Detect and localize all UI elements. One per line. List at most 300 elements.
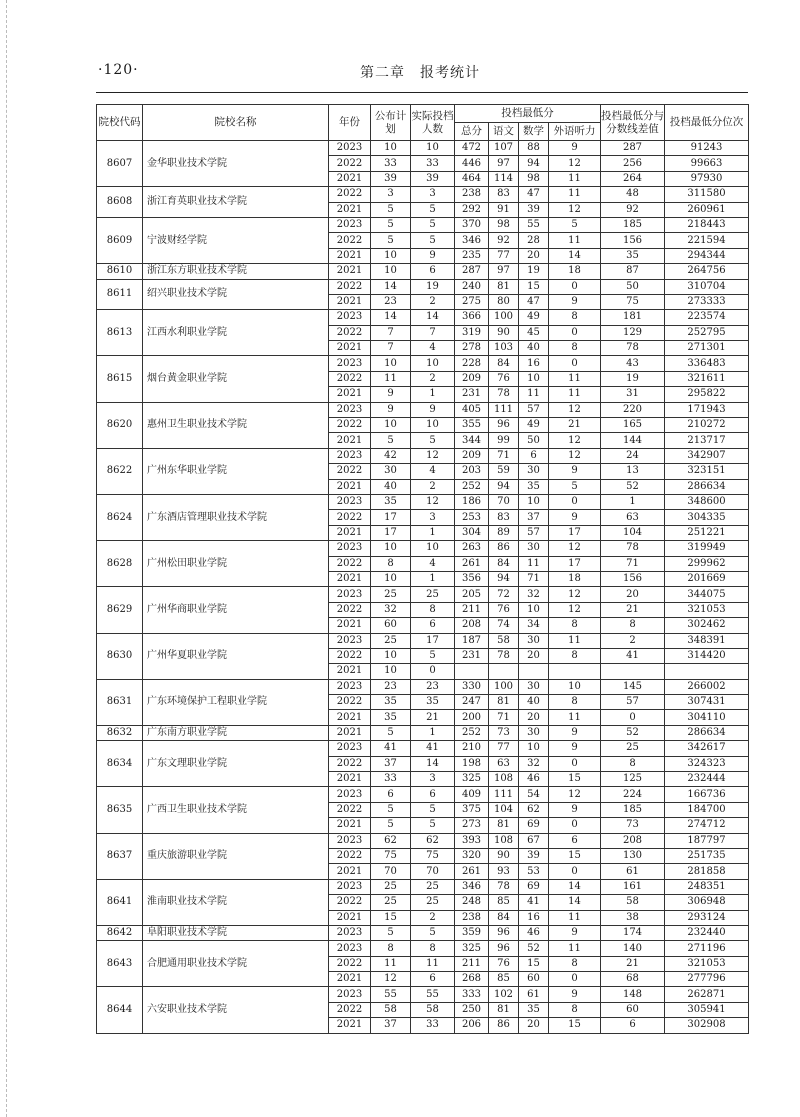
chinese-cell: 104	[489, 802, 519, 817]
math-cell: 40	[519, 341, 549, 356]
rank-cell: 348391	[665, 633, 749, 648]
diff-cell: 8	[601, 756, 665, 771]
admitted-cell: 2	[411, 294, 455, 309]
plan-cell: 17	[371, 525, 411, 540]
plan-cell: 42	[371, 448, 411, 463]
plan-cell: 5	[371, 802, 411, 817]
rank-cell: 232440	[665, 925, 749, 940]
admitted-cell: 1	[411, 387, 455, 402]
rank-cell: 342617	[665, 741, 749, 756]
plan-cell: 58	[371, 1002, 411, 1017]
math-cell: 46	[519, 925, 549, 940]
rank-cell: 294344	[665, 248, 749, 263]
math-cell: 47	[519, 294, 549, 309]
rank-cell: 221594	[665, 233, 749, 248]
chinese-cell: 90	[489, 848, 519, 863]
year-cell: 2022	[329, 602, 371, 617]
plan-cell: 10	[371, 248, 411, 263]
chinese-cell: 85	[489, 895, 519, 910]
chinese-cell: 80	[489, 294, 519, 309]
year-cell: 2023	[329, 310, 371, 325]
math-cell: 11	[519, 387, 549, 402]
rank-cell: 305941	[665, 1002, 749, 1017]
chinese-cell: 81	[489, 695, 519, 710]
diff-cell: 35	[601, 248, 665, 263]
plan-cell: 37	[371, 756, 411, 771]
plan-cell: 5	[371, 818, 411, 833]
rank-cell: 260961	[665, 202, 749, 217]
listening-cell: 12	[549, 787, 601, 802]
year-cell: 2023	[329, 941, 371, 956]
school-name: 阜阳职业技术学院	[143, 925, 329, 940]
plan-cell: 40	[371, 479, 411, 494]
rank-cell: 187797	[665, 833, 749, 848]
plan-cell: 23	[371, 294, 411, 309]
chinese-cell: 77	[489, 248, 519, 263]
year-cell: 2022	[329, 325, 371, 340]
diff-cell: 52	[601, 479, 665, 494]
chinese-cell: 83	[489, 187, 519, 202]
diff-cell: 0	[601, 710, 665, 725]
math-cell: 16	[519, 910, 549, 925]
total-cell: 252	[455, 479, 489, 494]
listening-cell: 12	[549, 433, 601, 448]
total-cell: 278	[455, 341, 489, 356]
listening-cell: 9	[549, 741, 601, 756]
listening-cell: 10	[549, 679, 601, 694]
year-cell: 2022	[329, 956, 371, 971]
plan-cell: 5	[371, 233, 411, 248]
admitted-cell: 19	[411, 279, 455, 294]
listening-cell: 12	[549, 587, 601, 602]
admitted-cell: 5	[411, 233, 455, 248]
math-cell: 10	[519, 741, 549, 756]
math-cell: 11	[519, 556, 549, 571]
rank-cell: 201669	[665, 571, 749, 586]
plan-cell: 5	[371, 217, 411, 232]
listening-cell: 11	[549, 233, 601, 248]
total-cell: 370	[455, 217, 489, 232]
rank-cell: 213717	[665, 433, 749, 448]
chinese-cell: 96	[489, 941, 519, 956]
table-row	[97, 941, 749, 956]
school-name: 烟台黄金职业学院	[143, 356, 329, 402]
rank-cell: 299962	[665, 556, 749, 571]
chinese-cell	[489, 664, 519, 679]
plan-cell: 5	[371, 725, 411, 740]
year-cell: 2023	[329, 141, 371, 156]
math-cell: 16	[519, 356, 549, 371]
math-cell: 28	[519, 233, 549, 248]
listening-cell: 9	[549, 925, 601, 940]
total-cell: 405	[455, 402, 489, 417]
total-cell: 273	[455, 818, 489, 833]
math-cell: 15	[519, 956, 549, 971]
diff-cell: 264	[601, 171, 665, 186]
total-cell: 464	[455, 171, 489, 186]
diff-cell: 58	[601, 895, 665, 910]
table-row	[97, 633, 749, 648]
diff-cell: 148	[601, 987, 665, 1002]
admitted-cell: 10	[411, 356, 455, 371]
header-rank: 投档最低分位次	[665, 105, 749, 141]
rank-cell: 307431	[665, 695, 749, 710]
diff-cell: 220	[601, 402, 665, 417]
diff-cell: 8	[601, 618, 665, 633]
year-cell: 2022	[329, 510, 371, 525]
plan-cell: 60	[371, 618, 411, 633]
rank-cell: 302908	[665, 1018, 749, 1033]
year-cell: 2023	[329, 987, 371, 1002]
year-cell: 2022	[329, 187, 371, 202]
math-cell: 49	[519, 418, 549, 433]
school-code: 8610	[97, 264, 143, 279]
admitted-cell: 6	[411, 264, 455, 279]
year-cell: 2023	[329, 633, 371, 648]
chinese-cell: 77	[489, 741, 519, 756]
admitted-cell: 3	[411, 772, 455, 787]
table-row	[97, 448, 749, 463]
plan-cell: 10	[371, 541, 411, 556]
year-cell: 2021	[329, 525, 371, 540]
math-cell: 52	[519, 941, 549, 956]
year-cell: 2023	[329, 833, 371, 848]
math-cell: 32	[519, 756, 549, 771]
chinese-cell: 58	[489, 633, 519, 648]
diff-cell: 31	[601, 387, 665, 402]
year-cell: 2021	[329, 972, 371, 987]
total-cell: 235	[455, 248, 489, 263]
plan-cell: 25	[371, 895, 411, 910]
school-name: 广州东华职业学院	[143, 448, 329, 494]
table-row	[97, 741, 749, 756]
math-cell: 10	[519, 602, 549, 617]
total-cell: 209	[455, 371, 489, 386]
year-cell: 2023	[329, 741, 371, 756]
school-code: 8613	[97, 310, 143, 356]
header-listening: 外语听力	[549, 123, 601, 141]
diff-cell: 129	[601, 325, 665, 340]
listening-cell: 8	[549, 310, 601, 325]
rank-cell: 348600	[665, 494, 749, 509]
listening-cell: 8	[549, 618, 601, 633]
listening-cell: 12	[549, 156, 601, 171]
rank-cell: 271196	[665, 941, 749, 956]
diff-cell: 13	[601, 464, 665, 479]
diff-cell: 185	[601, 802, 665, 817]
school-code: 8622	[97, 448, 143, 494]
math-cell: 37	[519, 510, 549, 525]
total-cell: 209	[455, 448, 489, 463]
table-row	[97, 787, 749, 802]
plan-cell: 14	[371, 310, 411, 325]
listening-cell: 12	[549, 448, 601, 463]
year-cell: 2022	[329, 848, 371, 863]
plan-cell: 10	[371, 264, 411, 279]
math-cell: 35	[519, 479, 549, 494]
total-cell: 275	[455, 294, 489, 309]
math-cell: 10	[519, 371, 549, 386]
chinese-cell: 98	[489, 217, 519, 232]
chinese-cell: 90	[489, 325, 519, 340]
year-cell: 2023	[329, 402, 371, 417]
year-cell: 2022	[329, 279, 371, 294]
diff-cell: 161	[601, 879, 665, 894]
year-cell: 2022	[329, 556, 371, 571]
year-cell: 2023	[329, 541, 371, 556]
year-cell: 2022	[329, 648, 371, 663]
total-cell: 208	[455, 618, 489, 633]
total-cell: 375	[455, 802, 489, 817]
math-cell: 60	[519, 972, 549, 987]
rank-cell: 171943	[665, 402, 749, 417]
chinese-cell: 114	[489, 171, 519, 186]
listening-cell: 17	[549, 556, 601, 571]
listening-cell: 11	[549, 710, 601, 725]
chinese-cell: 96	[489, 418, 519, 433]
admitted-cell: 6	[411, 618, 455, 633]
year-cell: 2023	[329, 494, 371, 509]
admitted-cell: 5	[411, 802, 455, 817]
school-name: 六安职业技术学院	[143, 987, 329, 1033]
listening-cell: 12	[549, 202, 601, 217]
plan-cell: 62	[371, 833, 411, 848]
year-cell: 2022	[329, 802, 371, 817]
total-cell: 320	[455, 848, 489, 863]
math-cell: 20	[519, 648, 549, 663]
school-name: 绍兴职业技术学院	[143, 279, 329, 310]
rank-cell: 277796	[665, 972, 749, 987]
year-cell: 2021	[329, 710, 371, 725]
chinese-cell: 94	[489, 571, 519, 586]
diff-cell: 21	[601, 602, 665, 617]
admitted-cell: 55	[411, 987, 455, 1002]
chinese-cell: 97	[489, 264, 519, 279]
plan-cell: 10	[371, 648, 411, 663]
rank-cell: 304335	[665, 510, 749, 525]
total-cell	[455, 664, 489, 679]
table-row	[97, 541, 749, 556]
rank-cell: 274712	[665, 818, 749, 833]
diff-cell: 208	[601, 833, 665, 848]
table-row	[97, 679, 749, 694]
listening-cell: 5	[549, 479, 601, 494]
chinese-cell: 107	[489, 141, 519, 156]
math-cell: 20	[519, 1018, 549, 1033]
admitted-cell: 1	[411, 725, 455, 740]
year-cell: 2022	[329, 464, 371, 479]
plan-cell: 10	[371, 418, 411, 433]
diff-cell: 156	[601, 571, 665, 586]
math-cell: 30	[519, 464, 549, 479]
table-row	[97, 217, 749, 232]
math-cell: 47	[519, 187, 549, 202]
listening-cell: 12	[549, 402, 601, 417]
total-cell: 231	[455, 648, 489, 663]
total-cell: 231	[455, 387, 489, 402]
rank-cell: 251735	[665, 848, 749, 863]
listening-cell: 0	[549, 356, 601, 371]
rank-cell: 311580	[665, 187, 749, 202]
total-cell: 206	[455, 1018, 489, 1033]
school-code: 8624	[97, 494, 143, 540]
math-cell: 30	[519, 725, 549, 740]
plan-cell: 30	[371, 464, 411, 479]
school-code: 8632	[97, 725, 143, 740]
year-cell: 2021	[329, 1018, 371, 1033]
chinese-cell: 81	[489, 1002, 519, 1017]
listening-cell: 11	[549, 387, 601, 402]
chinese-cell: 111	[489, 402, 519, 417]
admitted-cell: 0	[411, 664, 455, 679]
rank-cell: 251221	[665, 525, 749, 540]
admitted-cell: 5	[411, 433, 455, 448]
header-math: 数学	[519, 123, 549, 141]
year-cell: 2023	[329, 587, 371, 602]
table-row	[97, 925, 749, 940]
header-rule	[96, 92, 748, 93]
year-cell: 2023	[329, 879, 371, 894]
admitted-cell: 4	[411, 556, 455, 571]
chinese-cell: 96	[489, 925, 519, 940]
listening-cell: 15	[549, 772, 601, 787]
diff-cell: 24	[601, 448, 665, 463]
total-cell: 203	[455, 464, 489, 479]
plan-cell: 35	[371, 710, 411, 725]
rank-cell	[665, 664, 749, 679]
rank-cell: 314420	[665, 648, 749, 663]
math-cell: 67	[519, 833, 549, 848]
table-row	[97, 402, 749, 417]
diff-cell: 73	[601, 818, 665, 833]
admitted-cell: 10	[411, 541, 455, 556]
math-cell: 57	[519, 525, 549, 540]
diff-cell: 185	[601, 217, 665, 232]
school-code: 8607	[97, 141, 143, 187]
plan-cell: 11	[371, 956, 411, 971]
listening-cell: 11	[549, 633, 601, 648]
admitted-cell: 41	[411, 741, 455, 756]
table-row	[97, 187, 749, 202]
header-diff: 投档最低分与分数线差值	[601, 105, 665, 141]
plan-cell: 3	[371, 187, 411, 202]
chinese-cell: 97	[489, 156, 519, 171]
admitted-cell: 4	[411, 341, 455, 356]
admitted-cell: 70	[411, 864, 455, 879]
plan-cell: 75	[371, 848, 411, 863]
listening-cell: 8	[549, 956, 601, 971]
plan-cell: 7	[371, 325, 411, 340]
listening-cell: 14	[549, 248, 601, 263]
diff-cell: 75	[601, 294, 665, 309]
listening-cell: 9	[549, 802, 601, 817]
listening-cell: 0	[549, 864, 601, 879]
total-cell: 198	[455, 756, 489, 771]
total-cell: 333	[455, 987, 489, 1002]
total-cell: 238	[455, 910, 489, 925]
rank-cell: 336483	[665, 356, 749, 371]
plan-cell: 23	[371, 679, 411, 694]
total-cell: 261	[455, 864, 489, 879]
total-cell: 287	[455, 264, 489, 279]
admitted-cell: 62	[411, 833, 455, 848]
rank-cell: 252795	[665, 325, 749, 340]
listening-cell: 0	[549, 279, 601, 294]
rank-cell: 324323	[665, 756, 749, 771]
math-cell: 55	[519, 217, 549, 232]
diff-cell: 38	[601, 910, 665, 925]
listening-cell: 9	[549, 510, 601, 525]
diff-cell: 145	[601, 679, 665, 694]
year-cell: 2022	[329, 371, 371, 386]
math-cell: 88	[519, 141, 549, 156]
listening-cell: 11	[549, 171, 601, 186]
total-cell: 211	[455, 956, 489, 971]
year-cell: 2021	[329, 387, 371, 402]
table-body	[97, 141, 749, 1034]
math-cell: 6	[519, 448, 549, 463]
rank-cell: 223574	[665, 310, 749, 325]
year-cell: 2021	[329, 248, 371, 263]
diff-cell: 1	[601, 494, 665, 509]
plan-cell: 35	[371, 494, 411, 509]
chinese-cell: 78	[489, 387, 519, 402]
year-cell: 2022	[329, 756, 371, 771]
rank-cell: 342907	[665, 448, 749, 463]
total-cell: 446	[455, 156, 489, 171]
chinese-cell: 91	[489, 202, 519, 217]
school-name: 江西水利职业学院	[143, 310, 329, 356]
school-code: 8637	[97, 833, 143, 879]
rank-cell: 281858	[665, 864, 749, 879]
plan-cell: 35	[371, 695, 411, 710]
chinese-cell: 74	[489, 618, 519, 633]
listening-cell	[549, 664, 601, 679]
plan-cell: 10	[371, 664, 411, 679]
year-cell: 2023	[329, 925, 371, 940]
admitted-cell: 5	[411, 818, 455, 833]
year-cell: 2021	[329, 479, 371, 494]
year-cell: 2023	[329, 787, 371, 802]
admitted-cell: 39	[411, 171, 455, 186]
math-cell: 54	[519, 787, 549, 802]
admitted-cell: 25	[411, 587, 455, 602]
listening-cell: 0	[549, 756, 601, 771]
year-cell: 2022	[329, 695, 371, 710]
plan-cell: 32	[371, 602, 411, 617]
listening-cell: 15	[549, 848, 601, 863]
year-cell: 2021	[329, 772, 371, 787]
listening-cell: 17	[549, 525, 601, 540]
chinese-cell: 89	[489, 525, 519, 540]
table-row	[97, 833, 749, 848]
school-name: 浙江东方职业技术学院	[143, 264, 329, 279]
plan-cell: 55	[371, 987, 411, 1002]
plan-cell: 6	[371, 787, 411, 802]
table-row	[97, 987, 749, 1002]
year-cell: 2021	[329, 725, 371, 740]
total-cell: 304	[455, 525, 489, 540]
plan-cell: 39	[371, 171, 411, 186]
diff-cell: 21	[601, 956, 665, 971]
header-year: 年份	[329, 105, 371, 141]
admitted-cell: 2	[411, 371, 455, 386]
table-row	[97, 879, 749, 894]
plan-cell: 5	[371, 202, 411, 217]
chinese-cell: 71	[489, 710, 519, 725]
admitted-cell: 14	[411, 756, 455, 771]
total-cell: 346	[455, 879, 489, 894]
